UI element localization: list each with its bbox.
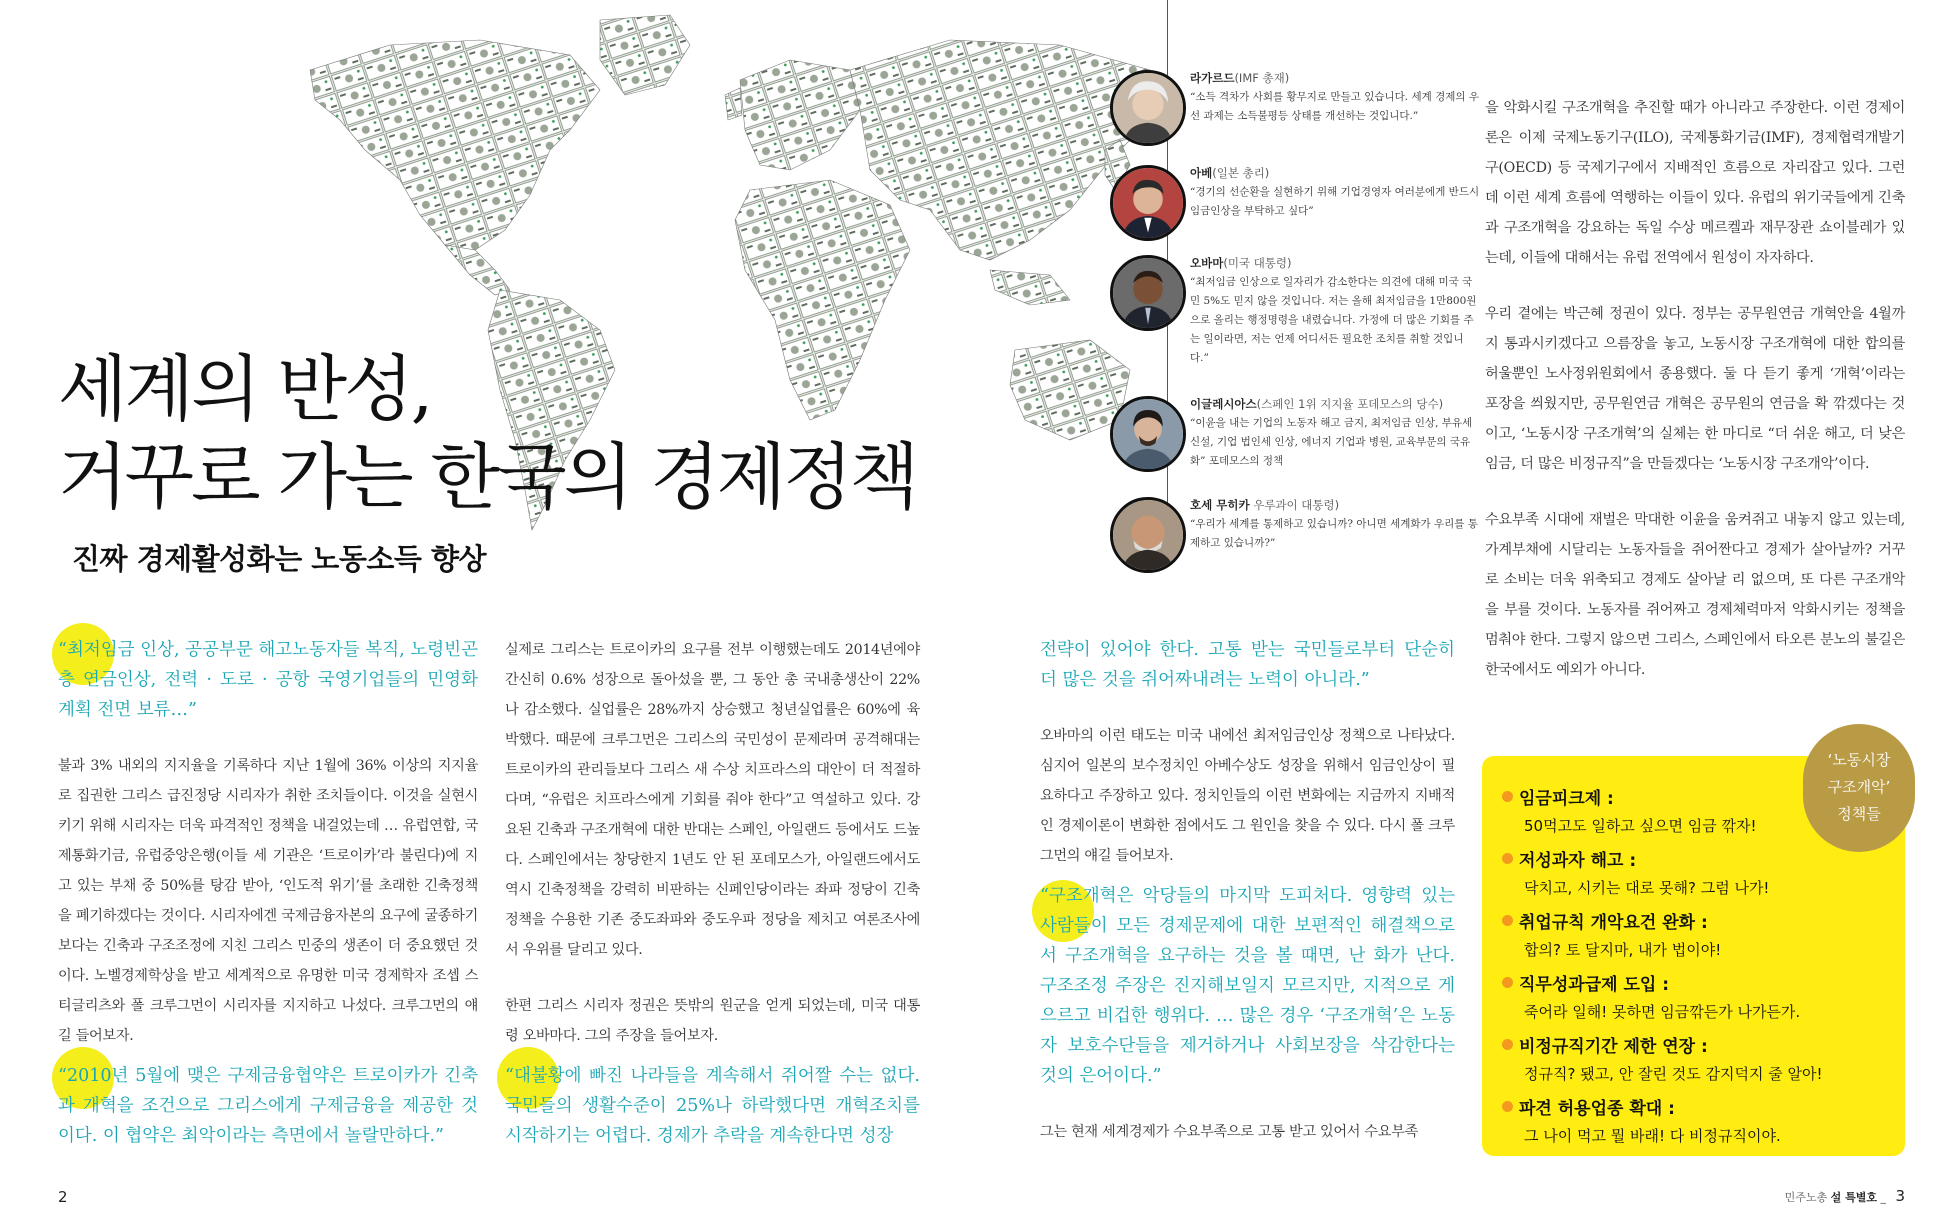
body-paragraph: 수요부족 시대에 재벌은 막대한 이윤을 움켜쥐고 내놓지 않고 있는데, 가계부채에 시달리는 노동자들을 쥐어짠다고 경제가 살아날까? 거꾸로 소비는 더욱 위축되고 경제도 살아날 리 없으며, 또 다른 구조개악을 부를 것이다. 노동자를 쥐어짜고 경제체력마저 악화시키는 정책을 멈춰야 한다. 그렇지 않으면 그리스, 스페인에서 타오른 분노의 불길은 한국에서도 예외가 아니다. xyxy=(1485,512,1905,678)
subtitle: 진짜 경제활성화는 노동소득 향상 xyxy=(72,542,486,576)
bullet-icon xyxy=(1502,853,1513,864)
bullet-icon xyxy=(1502,1039,1513,1050)
quote-speaker: 호세 무히카 우루과이 대통령) xyxy=(1190,498,1340,512)
body-paragraph: 불과 3% 내외의 지지율을 기록하다 지난 1월에 36% 이상의 지지율로 집권한 그리스 급진정당 시리자가 취한 조치들이다. 이것을 실현시키기 위해 시리자는 더욱 파격적인 정책을 내걸었는데 … 유럽연합, 국제통화기금, 유럽중앙은행(이들 세 기관은 ‘트로이카’라 불린다)에 지고 있는 부채 중 50%를 탕감 받아, ‘인도적 위기’를 초래한 긴축정책을 폐기하겠다는 것이다. 시리자에겐 국제금융자본의 요구에 굴종하기 보다는 긴축과 구조조정에 지친 그리스 민중의 생존이 더 중요했던 것이다. 노벨경제학상을 받고 세계적으로 유명한 미국 경제학자 조셉 스티글리츠와 폴 크루그먼이 시리자를 지지하고 나섰다. 크루그먼의 얘길 들어보자. xyxy=(58,758,478,1044)
avatar xyxy=(1110,255,1186,331)
policy-item: 비정규직기간 제한 연장 : 정규직? 됐고, 안 잘린 것도 감지덕지 줄 알아! xyxy=(1502,1032,1887,1086)
page-number-right: 3 xyxy=(1895,1187,1905,1205)
policy-item: 직무성과급제 도입 : 죽어라 일해! 못하면 임금깎든가 나가든가. xyxy=(1502,970,1887,1024)
pull-quote: “구조개혁은 악당들의 마지막 도피처다. 영향력 있는 사람들이 모든 경제문제에 대한 보편적인 해결책으로서 구조개혁을 요구하는 것을 볼 때면, 난 화가 난다. 구조조정 주장은 진지해보일지 모르지만, 지적으로 게으르고 비겁한 행위다. … 많은 경우 ‘구조개혁’은 노동자 보호수단들을 제거하거나 사회보장을 삭감한다는 것의 은어이다.” xyxy=(1040,886,1455,1086)
avatar xyxy=(1110,165,1186,241)
quote-speaker: 라가르드(IMF 총재) xyxy=(1190,71,1290,85)
policy-item: 임금피크제 : 50먹고도 일하고 싶으면 임금 깎자! xyxy=(1502,784,1887,838)
policy-item: 저성과자 해고 : 닥치고, 시키는 대로 못해? 그럼 나가! xyxy=(1502,846,1887,900)
policy-item: 취업규칙 개악요건 완화 : 합의? 토 달지마, 내가 법이야! xyxy=(1502,908,1887,962)
quote-speaker: 아베(일본 총리) xyxy=(1190,166,1270,180)
body-paragraph: 그는 현재 세계경제가 수요부족으로 고통 받고 있어서 수요부족 xyxy=(1040,1124,1419,1140)
page-number-left: 2 xyxy=(58,1188,68,1206)
article-column-2 xyxy=(505,635,920,1151)
quote-text: “이윤을 내는 기업의 노동자 해고 금지, 최저임금 인상, 부유세 신설, 기업 법인세 인상, 에너지 기업과 병원, 교육부문의 국유화” 포데모스의 정책 xyxy=(1190,417,1473,467)
avatar xyxy=(1110,396,1186,472)
intro-quote: “최저임금 인상, 공공부문 해고노동자들 복직, 노령빈곤층 연금인상, 전력 · 도로 · 공항 국영기업들의 민영화 계획 전면 보류…” xyxy=(58,640,478,720)
avatar xyxy=(1110,70,1186,146)
bullet-icon xyxy=(1502,915,1513,926)
body-paragraph: 우리 곁에는 박근혜 정권이 있다. 정부는 공무원연금 개혁안을 4월까지 통과시키겠다고 으름장을 놓고, 노동시장 구조개혁에 대한 합의를 허울뿐인 노사정위원회에서 종용했다. 둘 다 듣기 좋게 ‘개혁’이라는 포장을 씌웠지만, 공무원연금 개혁은 공무원의 연금을 확 깎겠다는 것이고, ‘노동시장 구조개혁’의 실체는 한 마디로 “더 쉬운 해고, 더 낮은 임금, 더 많은 비정규직”을 만들겠다는 ‘노동시장 구조개악’이다. xyxy=(1485,306,1905,472)
pull-quote-continued: 전략이 있어야 한다. 고통 받는 국민들로부터 단순히 더 많은 것을 쥐어짜내려는 노력이 아니라.” xyxy=(1040,640,1455,690)
body-paragraph: 실제로 그리스는 트로이카의 요구를 전부 이행했는데도 2014년에야 간신히 0.6% 성장으로 돌아섰을 뿐, 그 동안 총 국내총생산이 22%나 감소했다. 실업률은 28%까지 상승했고 청년실업률은 60%에 육박했다. 때문에 크루그먼은 그리스의 국민성이 문제라며 공격해대는 트로이카의 관리들보다 그리스 새 수상 치프라스의 대안이 더 적절하다며, “유럽은 치프라스에게 기회를 줘야 한다”고 역설하고 있다. 강요된 긴축과 구조개혁에 대한 반대는 스페인, 아일랜드 등에서도 드높다. 스페인에서는 창당한지 1년도 안 된 포데모스가, 아일랜드에서도 역시 긴축정책을 강력히 비판하는 신페인당이라는 좌파 정당이 긴축정책을 수용한 기존 중도좌파와 중도우파 정당을 제치고 여론조사에서 우위를 달리고 있다. xyxy=(505,642,920,958)
policy-badge: ‘노동시장 구조개악’ 정책들 xyxy=(1803,724,1915,852)
quote-text: “소득 격차가 사회를 황무지로 만들고 있습니다. 세계 경제의 우선 과제는 소득불평등 상태를 개선하는 것입니다.” xyxy=(1190,91,1479,122)
headline xyxy=(58,345,938,521)
pull-quote: “대불황에 빠진 나라들을 계속해서 쥐어짤 수는 없다. 국민들의 생활수준이 25%나 하락했다면 개혁조치를 시작하기는 어렵다. 경제가 추락을 계속한다면 성장 xyxy=(505,1066,920,1146)
body-paragraph: 을 악화시킬 구조개혁을 추진할 때가 아니라고 주장한다. 이런 경제이론은 이제 국제노동기구(ILO), 국제통화기금(IMF), 경제협력개발기구(OECD) 등 국제기구에서 지배적인 흐름으로 자리잡고 있다. 그런데 이런 세계 흐름에 역행하는 이들이 있다. 유럽의 위기국들에게 긴축과 구조개혁을 강요하는 독일 수상 메르켈과 재무장관 쇼이블레가 있는데, 이들에 대해서는 유럽 전역에서 원성이 자자하다. xyxy=(1485,100,1905,266)
bullet-icon xyxy=(1502,1101,1513,1112)
headline-line-2: 거꾸로 가는 한국의 경제정책 xyxy=(58,435,917,519)
avatar xyxy=(1110,497,1186,573)
bullet-icon xyxy=(1502,977,1513,988)
article-column-1 xyxy=(58,635,478,1151)
article-column-3 xyxy=(1040,635,1455,1147)
headline-line-1: 세계의 반성, xyxy=(58,347,431,431)
page-footer-right: 민주노총 설 특별호 _ 3 xyxy=(1784,1187,1905,1205)
quote-text: “우리가 세계를 통제하고 있습니까? 아니면 세계화가 우리를 통제하고 있습니까?” xyxy=(1190,518,1478,549)
quote-speaker: 오바마(미국 대통령) xyxy=(1190,256,1292,270)
article-column-4 xyxy=(1485,93,1905,685)
quote-text: “최저임금 인상으로 일자리가 감소한다는 의견에 대해 미국 국민 5%도 믿지 않을 것입니다. 저는 올해 최저임금을 1만800원으로 올리는 행정명령을 내렸습니다. 가정에 더 많은 기회를 주는 일이라면, 저는 언제 어디서든 필요한 조치를 취할 것입니다.” xyxy=(1190,276,1477,364)
pull-quote: “2010년 5월에 맺은 구제금융협약은 트로이카가 긴축과 개혁을 조건으로 그리스에게 구제금융을 제공한 것이다. 이 협약은 최악이라는 측면에서 놀랄만하다.” xyxy=(58,1066,478,1146)
body-paragraph: 오바마의 이런 태도는 미국 내에선 최저임금인상 정책으로 나타났다. 심지어 일본의 보수정치인 아베수상도 성장을 위해서 임금인상이 필요하다고 주장하고 있다. 정치인들의 이런 변화에는 지금까지 지배적인 경제이론이 변화한 점에서도 그 원인을 찾을 수 있다. 다시 폴 크루그먼의 얘길 들어보자. xyxy=(1040,728,1455,864)
bullet-icon xyxy=(1502,791,1513,802)
quote-speaker: 이글레시아스(스페인 1위 지지율 포데모스의 당수) xyxy=(1190,397,1444,411)
body-paragraph: 한편 그리스 시리자 정권은 뜻밖의 원군을 얻게 되었는데, 미국 대통령 오바마다. 그의 주장을 들어보자. xyxy=(505,998,920,1044)
quote-text: “경기의 선순환을 실현하기 위해 기업경영자 여러분에게 반드시 임금인상을 부탁하고 싶다” xyxy=(1190,186,1480,217)
policy-item: 파견 허용업종 확대 : 그 나이 먹고 뭘 바래! 다 비정규직이야. xyxy=(1502,1094,1887,1148)
